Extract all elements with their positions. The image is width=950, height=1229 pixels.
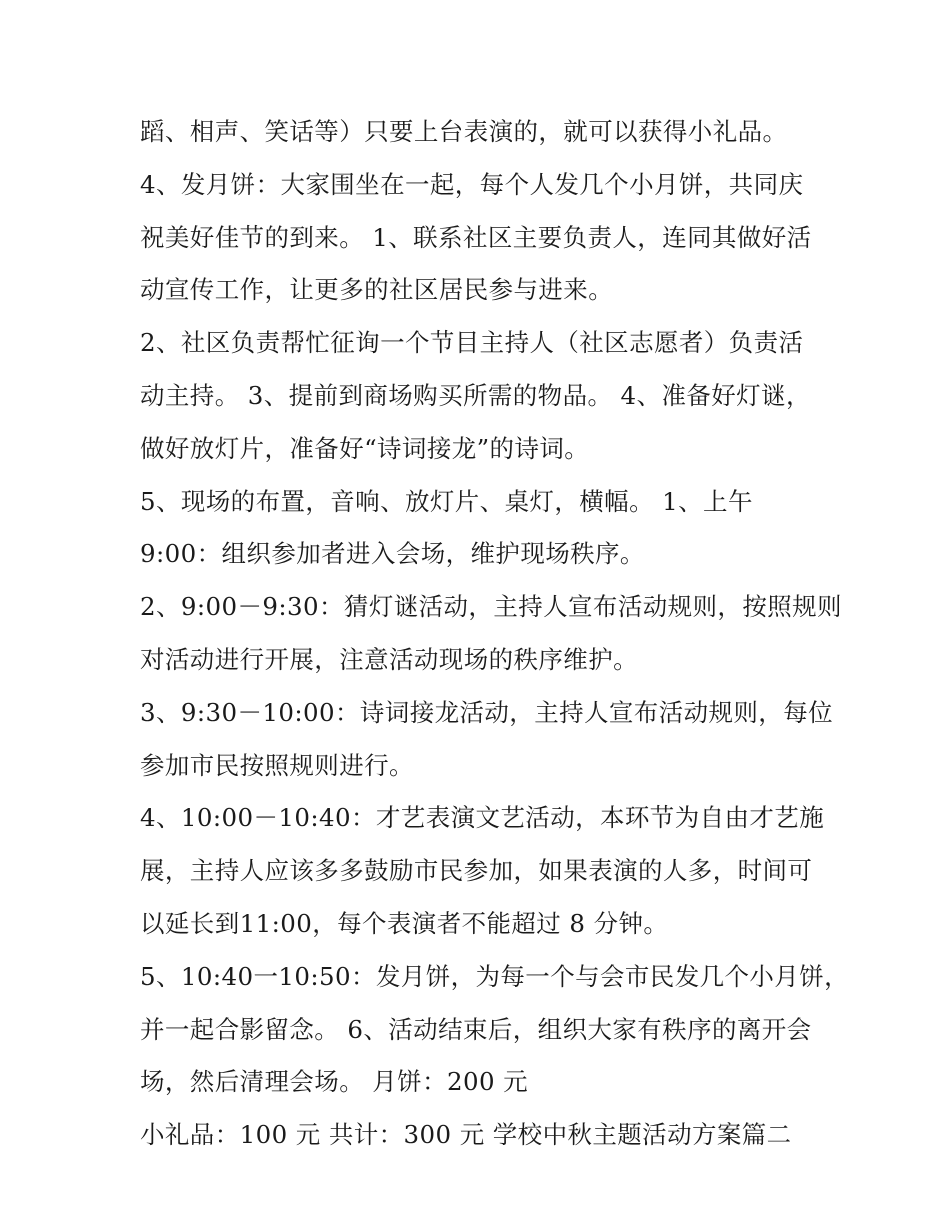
text-line: 2、社区负责帮忙征询一个节目主持人（社区志愿者）负责活 [140,328,804,358]
text-line: 2、9:00－9:30：猜灯谜活动，主持人宣布活动规则，按照规则 [140,592,842,622]
text-line: 做好放灯片，准备好“诗词接龙”的诗词。 [140,433,590,463]
text-line: 对活动进行开展，注意活动现场的秩序维护。 [140,644,638,674]
text-line: 小礼品：100 元 共计：300 元 学校中秋主题活动方案篇二 [140,1120,792,1150]
text-line: 5、10:40一10:50：发月饼，为每一个与会市民发几个小月饼， [140,961,849,991]
text-line: 4、发月饼：大家围坐在一起，每个人发几个小月饼，共同庆 [140,169,804,199]
text-line: 场，然后清理会场。 月饼：200 元 [140,1067,529,1097]
text-line: 3、9:30－10:00：诗词接龙活动，主持人宣布活动规则，每位 [140,697,834,727]
text-line: 4、10:00－10:40：才艺表演文艺活动，本环节为自由才艺施 [140,803,825,833]
text-line: 9:00：组织参加者进入会场，维护现场秩序。 [140,539,645,569]
text-line: 展，主持人应该多多鼓励市民参加，如果表演的人多，时间可 [140,856,813,886]
text-line: 蹈、相声、笑话等）只要上台表演的，就可以获得小礼品。 [140,117,788,146]
text-line: 祝美好佳节的到来。 1、联系社区主要负责人，连同其做好活 [140,222,812,252]
text-line: 参加市民按照规则进行。 [140,750,414,780]
text-line: 动宣传工作，让更多的社区居民参与进来。 [140,275,614,305]
text-line: 并一起合影留念。 6、活动结束后，组织大家有秩序的离开会 [140,1014,812,1044]
body-text [140,106,849,1162]
text-line: 以延长到11:00，每个表演者不能超过 8 分钟。 [140,908,669,938]
text-line: 5、现场的布置，音响、放灯片、桌灯，横幅。 1、上午 [140,486,753,516]
text-line: 动主持。 3、提前到商场购买所需的物品。 4、准备好灯谜， [140,380,811,410]
